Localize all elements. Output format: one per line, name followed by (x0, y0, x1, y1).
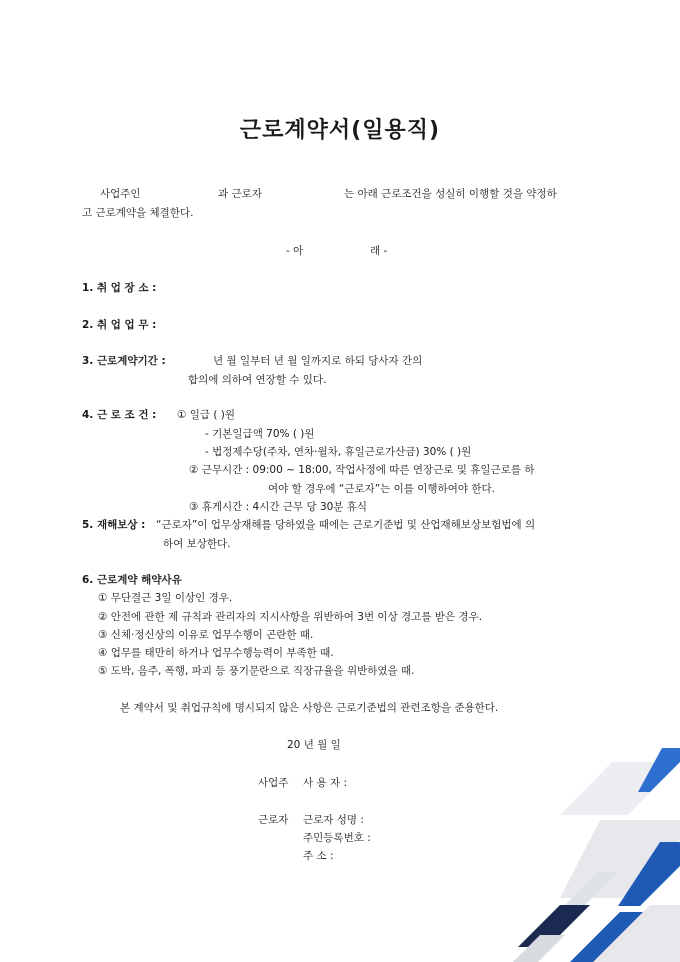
termination-item: ① 무단결근 3일 이상인 경우. (98, 592, 233, 604)
section-workplace-label: 1. 취 업 장 소 : (82, 282, 157, 294)
document-title: 근로계약서(일용직) (239, 118, 441, 143)
below-heading-left: - 아 (286, 245, 304, 257)
closing-statement: 본 계약서 및 취업규칙에 명시되지 않은 사항은 근로기준법의 관련조항을 준용한다. (120, 702, 499, 714)
compensation-line1: “근로자”이 업무상재해를 당하였을 때에는 근로기준법 및 산업재해보상보험법에 의 (156, 519, 536, 531)
termination-item: ③ 신체·정신상의 이유로 업무수행이 곤란한 때. (98, 629, 314, 641)
termination-item: ② 안전에 관한 제 규칙과 관리자의 지시사항을 위반하여 3번 이상 경고를 받은 경우. (98, 611, 483, 623)
section-period-label: 3. 근로계약기간 : (82, 355, 166, 367)
intro-rest: 는 아래 근로조건을 성실히 이행할 것을 약정하 (344, 188, 557, 200)
termination-item: ⑤ 도박, 음주, 폭행, 파괴 등 풍기문란으로 직장규율을 위반하였을 때. (98, 665, 415, 677)
conditions-wage: ① 일급 ( )원 (177, 409, 236, 421)
conditions-hours-line1: ② 근무시간 : 09:00 ~ 18:00, 작업사정에 따른 연장근로 및 휴일근로를 하 (189, 464, 535, 476)
conditions-rest-time: ③ 휴게시간 : 4시간 근무 당 30분 휴식 (189, 501, 368, 513)
intro-line2: 고 근로계약을 체결한다. (82, 207, 194, 219)
section-termination-label: 6. 근로계약 해약사유 (82, 574, 182, 586)
employer-name-label: 사 용 자 : (303, 777, 347, 789)
resident-number-label: 주민등록번호 : (303, 832, 371, 844)
employer-group-label: 사업주 (258, 777, 289, 789)
section-compensation-label: 5. 재해보상 : (82, 519, 146, 531)
worker-name-label: 근로자 성명 : (303, 814, 364, 826)
intro-connector: 과 근로자 (218, 188, 262, 200)
period-line2: 합의에 의하여 연장할 수 있다. (188, 374, 327, 386)
conditions-allowance: - 법정제수당(주차, 연차·월차, 휴일근로가산금) 30% ( )원 (205, 446, 472, 458)
section-conditions-label: 4. 근 로 조 건 : (82, 409, 157, 421)
compensation-line2: 하여 보상한다. (163, 538, 231, 550)
below-heading-right: 래 - (370, 245, 388, 257)
section-duty-label: 2. 취 업 업 무 : (82, 319, 157, 331)
worker-group-label: 근로자 (258, 814, 289, 826)
termination-item: ④ 업무를 태만히 하거나 업무수행능력이 부족한 때. (98, 647, 334, 659)
intro-employer-label: 사업주인 (100, 188, 141, 200)
address-label: 주 소 : (303, 850, 334, 862)
period-line1: 년 월 일부터 년 월 일까지로 하되 당사자 간의 (213, 355, 423, 367)
conditions-hours-line2: 여야 할 경우에 “근로자”는 이를 이행하여야 한다. (268, 483, 495, 495)
conditions-basic-wage: - 기본일급액 70% ( )원 (205, 428, 315, 440)
contract-date: 20 년 월 일 (287, 739, 341, 751)
